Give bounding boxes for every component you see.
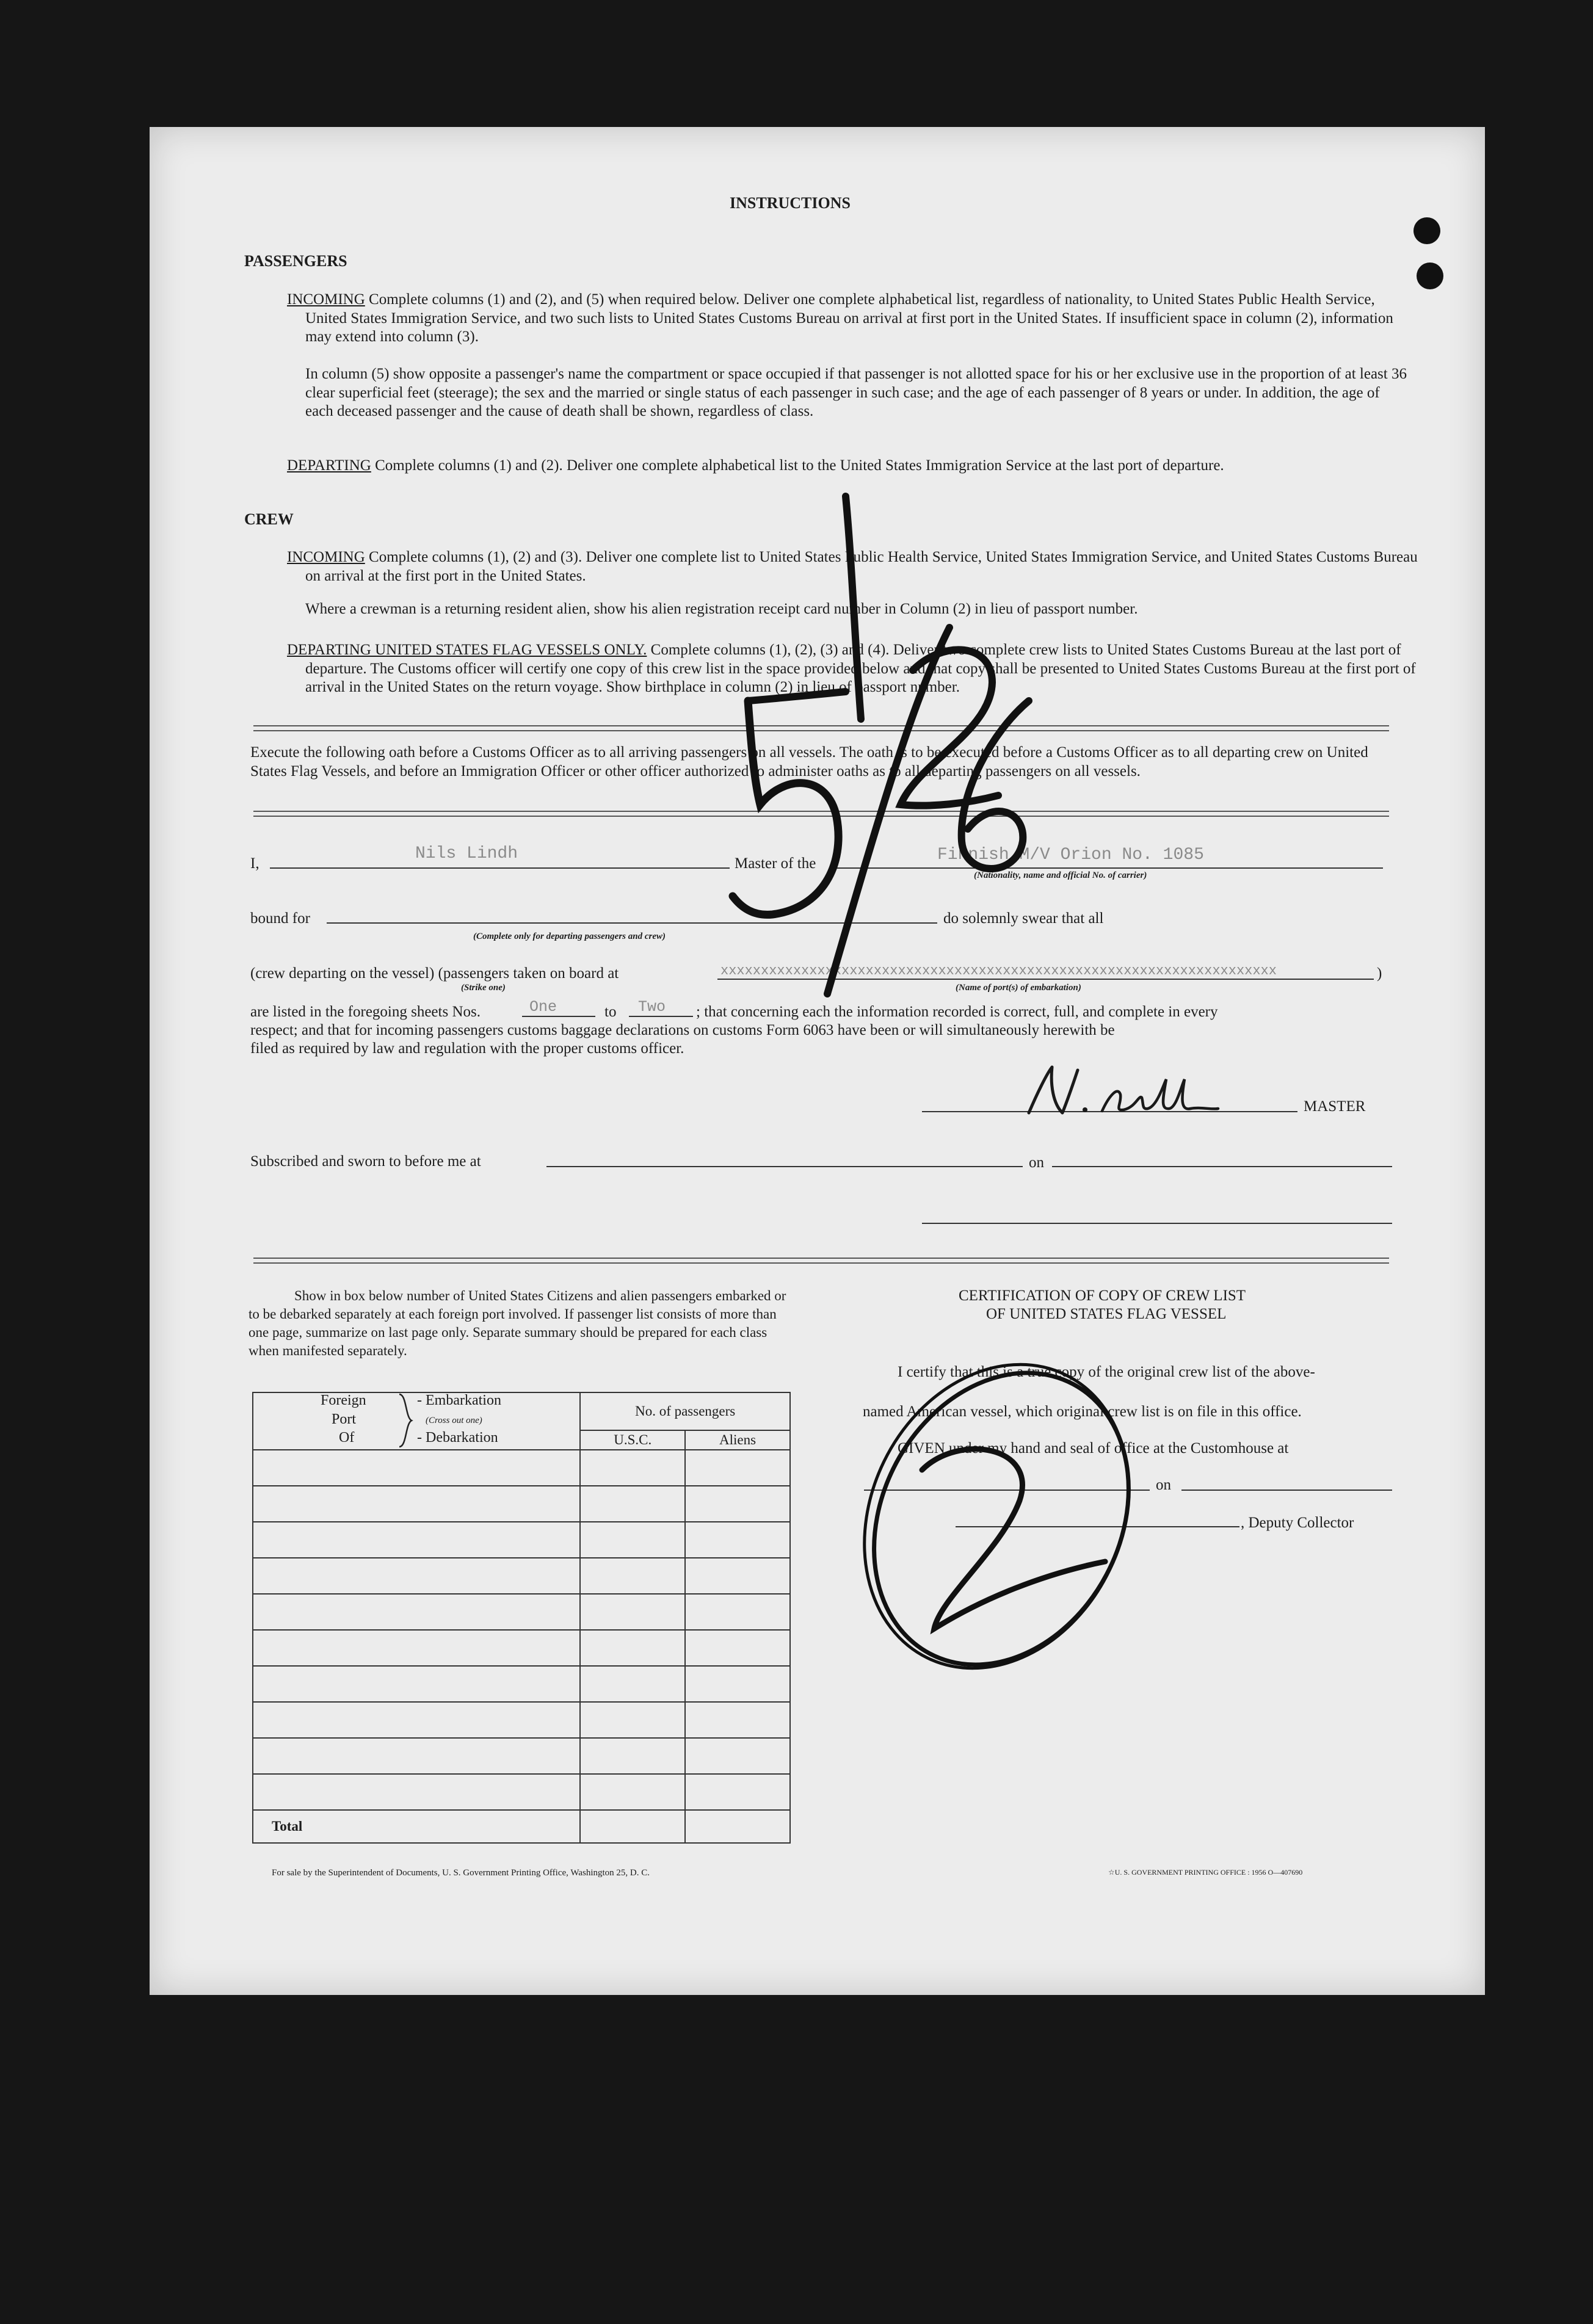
crew-heading: CREW (244, 510, 294, 528)
punch-hole (1417, 262, 1443, 289)
table-row (253, 1702, 790, 1738)
punch-hole (1413, 217, 1440, 244)
departing-label: DEPARTING (287, 457, 371, 474)
port-cell (253, 1594, 580, 1630)
crew-departing-text: Complete columns (1), (2), (3) and (4). Deliver two complete crew lists to United States Customs Bureau at the last port of departure. The Customs officer will certify one copy of this crew list in the space provided below and that copy shall be presented to United States Customs Bureau at the first port of arrival in the United States on the return voyage. Show birthplace in column (2) in lieu of passport number. (305, 642, 1416, 695)
certification-date-line (1181, 1490, 1392, 1491)
crew-departing-label: DEPARTING UNITED STATES FLAG VESSELS ONLY. (287, 642, 647, 658)
crew-departing-clause: (crew departing on the vessel) (passengers taken on board at (250, 965, 619, 982)
col-port: Port (332, 1411, 357, 1427)
close-paren: ) (1377, 965, 1382, 982)
subscribed-label: Subscribed and sworn to before me at (250, 1153, 481, 1170)
certification-text-2: named American vessel, which original crew list is on file in this office. (863, 1403, 1302, 1420)
column5-paragraph (287, 365, 1410, 421)
port-cell (253, 1450, 580, 1486)
footer-right: ☆U. S. GOVERNMENT PRINTING OFFICE : 1956 O—407690 (1108, 1868, 1303, 1877)
footer-left: For sale by the Superintendent of Documents, U. S. Government Printing Office, Washington 25, D. C. (272, 1868, 650, 1878)
table-row (253, 1450, 790, 1486)
listed-text-4: filed as required by law and regulation with the proper customs officer. (250, 1040, 684, 1057)
column5-text: In column (5) show opposite a passenger's name the compartment or space occupied if that passenger is not allotted space for his or her exclusive use in the proportion of at least 36 clear superficial feet (steerage); the sex and the married or single status of each passenger in such case; and the age of each passenger of 8 years or under. In addition, the age of each deceased passenger and the cause of death shall be shown, regardless of class. (305, 366, 1407, 419)
deputy-collector-label: , Deputy Collector (1241, 1515, 1354, 1531)
port-cell (253, 1486, 580, 1522)
vessel-caption: (Nationality, name and official No. of carrier) (974, 871, 1147, 880)
departing-text: Complete columns (1) and (2). Deliver one complete alphabetical list to the United States Immigration Service at the last port of departure. (375, 457, 1224, 474)
table-row (253, 1666, 790, 1702)
master-signature (1017, 1061, 1224, 1122)
vessel-value: Finnish M/V Orion No. 1085 (937, 845, 1204, 864)
usc-header: U.S.C. (580, 1430, 685, 1450)
listed-text-2: ; that concerning each the information recorded is correct, full, and complete in every (696, 1004, 1218, 1020)
listed-text-1: are listed in the foregoing sheets Nos. (250, 1004, 481, 1020)
to-label: to (604, 1004, 617, 1020)
table-row (253, 1558, 790, 1594)
port-cell (253, 1522, 580, 1558)
strike-caption: (Strike one) (461, 983, 506, 993)
table-row (253, 1738, 790, 1774)
aliens-header: Aliens (685, 1430, 790, 1450)
master-of-label: Master of the (735, 855, 816, 872)
swear-text: do solemnly swear that all (943, 910, 1104, 927)
instructions-title: INSTRUCTIONS (730, 194, 851, 212)
summary-instructions: Show in box below number of United States Citizens and alien passengers embarked or to be debarked separately at each foreign port involved. If passenger list consists of more than one page, summarize on last page only. Separate summary should be prepared for each class when manifested separately. (249, 1288, 786, 1358)
port-cell (253, 1666, 580, 1702)
crew-incoming-label: INCOMING (287, 549, 365, 565)
handwritten-note-5-26 (626, 487, 1053, 1024)
divider (253, 1258, 1389, 1264)
incoming-label: INCOMING (287, 291, 365, 308)
certification-text-3: GIVEN under my hand and seal of office at the Customhouse at (898, 1440, 1289, 1457)
listed-text-3: respect; and that for incoming passengers customs baggage declarations on customs Form 6063 have been or will simultaneously herewith be (250, 1022, 1115, 1038)
sheet-from-line (522, 1016, 595, 1017)
sheet-to-value: Two (638, 998, 666, 1016)
port-cell (253, 1702, 580, 1738)
certification-title-2: OF UNITED STATES FLAG VESSEL (986, 1306, 1227, 1322)
certification-title-1: CERTIFICATION OF COPY OF CREW LIST (959, 1287, 1246, 1304)
crew-incoming-text: Complete columns (1), (2) and (3). Deliver one complete list to United States Public Health Service, United States Immigration Service, and United States Customs Bureau on arrival at the first port in the United States. (305, 549, 1418, 584)
passenger-summary-table (252, 1392, 791, 1844)
col-foreign: Foreign (321, 1392, 366, 1408)
embarkation-caption: (Name of port(s) of embarkation) (956, 983, 1081, 993)
embarkation-port-strikeout: xxxxxxxxxxxxxxxxxxxxxxxxxxxxxxxxxxxxxxxxxxxxxxxxxxxxxxxxxxxxxxxxxxxxx (720, 963, 1277, 979)
port-header-cell (253, 1392, 580, 1450)
port-cell (253, 1738, 580, 1774)
circled-numeral-2 (836, 1342, 1154, 1684)
brace-icon (397, 1393, 415, 1448)
passengers-heading: PASSENGERS (244, 252, 347, 270)
table-row (253, 1594, 790, 1630)
oath-i-label: I, (250, 855, 259, 872)
subscribed-date-line (1052, 1166, 1392, 1167)
col-embarkation: - Embarkation (417, 1392, 501, 1408)
certification-on-label: on (1156, 1477, 1171, 1493)
table-row (253, 1630, 790, 1666)
port-cell (253, 1558, 580, 1594)
sheet-from-value: One (529, 998, 557, 1016)
subscribed-place-line (546, 1166, 1023, 1167)
passengers-departing-paragraph (269, 457, 1429, 476)
port-cell (253, 1630, 580, 1666)
col-debarkation: - Debarkation (417, 1430, 498, 1446)
port-cell (253, 1774, 580, 1810)
total-row (253, 1810, 790, 1843)
total-label: Total (253, 1810, 580, 1843)
officer-signature-line (922, 1223, 1392, 1224)
table-row (253, 1486, 790, 1522)
document-page (150, 127, 1485, 1995)
col-of: Of (339, 1430, 355, 1446)
bound-for-caption: (Complete only for departing passengers and crew) (473, 932, 666, 941)
oath-intro: Execute the following oath before a Customs Officer as to all arriving passengers on all vessels. The oath is to be executed before a Customs Officer as to all departing crew on United States Flag Vessels, and before an Immigration Officer or other officer authorized to administer oaths as to all departing passengers on all vessels. (250, 744, 1368, 780)
no-passengers-header: No. of passengers (580, 1392, 790, 1430)
subscribed-on-label: on (1029, 1154, 1044, 1171)
crew-resident-text: Where a crewman is a returning resident alien, show his alien registration receipt card number in Column (2) in lieu of passport number. (305, 601, 1138, 617)
bound-for-label: bound for (250, 910, 310, 927)
passengers-incoming-paragraph (287, 291, 1410, 347)
master-name-value: Nils Lindh (415, 844, 518, 863)
incoming-text: Complete columns (1) and (2), and (5) when required below. Deliver one complete alphabetical list, regardless of nationality, to United States Public Health Service, United States Immigration Service, and two such lists to United States Customs Bureau on arrival at first port in the United States. If insufficient space in column (2), information may extend into column (3). (305, 291, 1393, 345)
master-label: MASTER (1304, 1098, 1366, 1115)
col-cross: (Cross out one) (426, 1416, 482, 1425)
table-row (253, 1522, 790, 1558)
table-row (253, 1774, 790, 1810)
certification-text-1: I certify that this is a true copy of the original crew list of the above- (898, 1364, 1315, 1380)
